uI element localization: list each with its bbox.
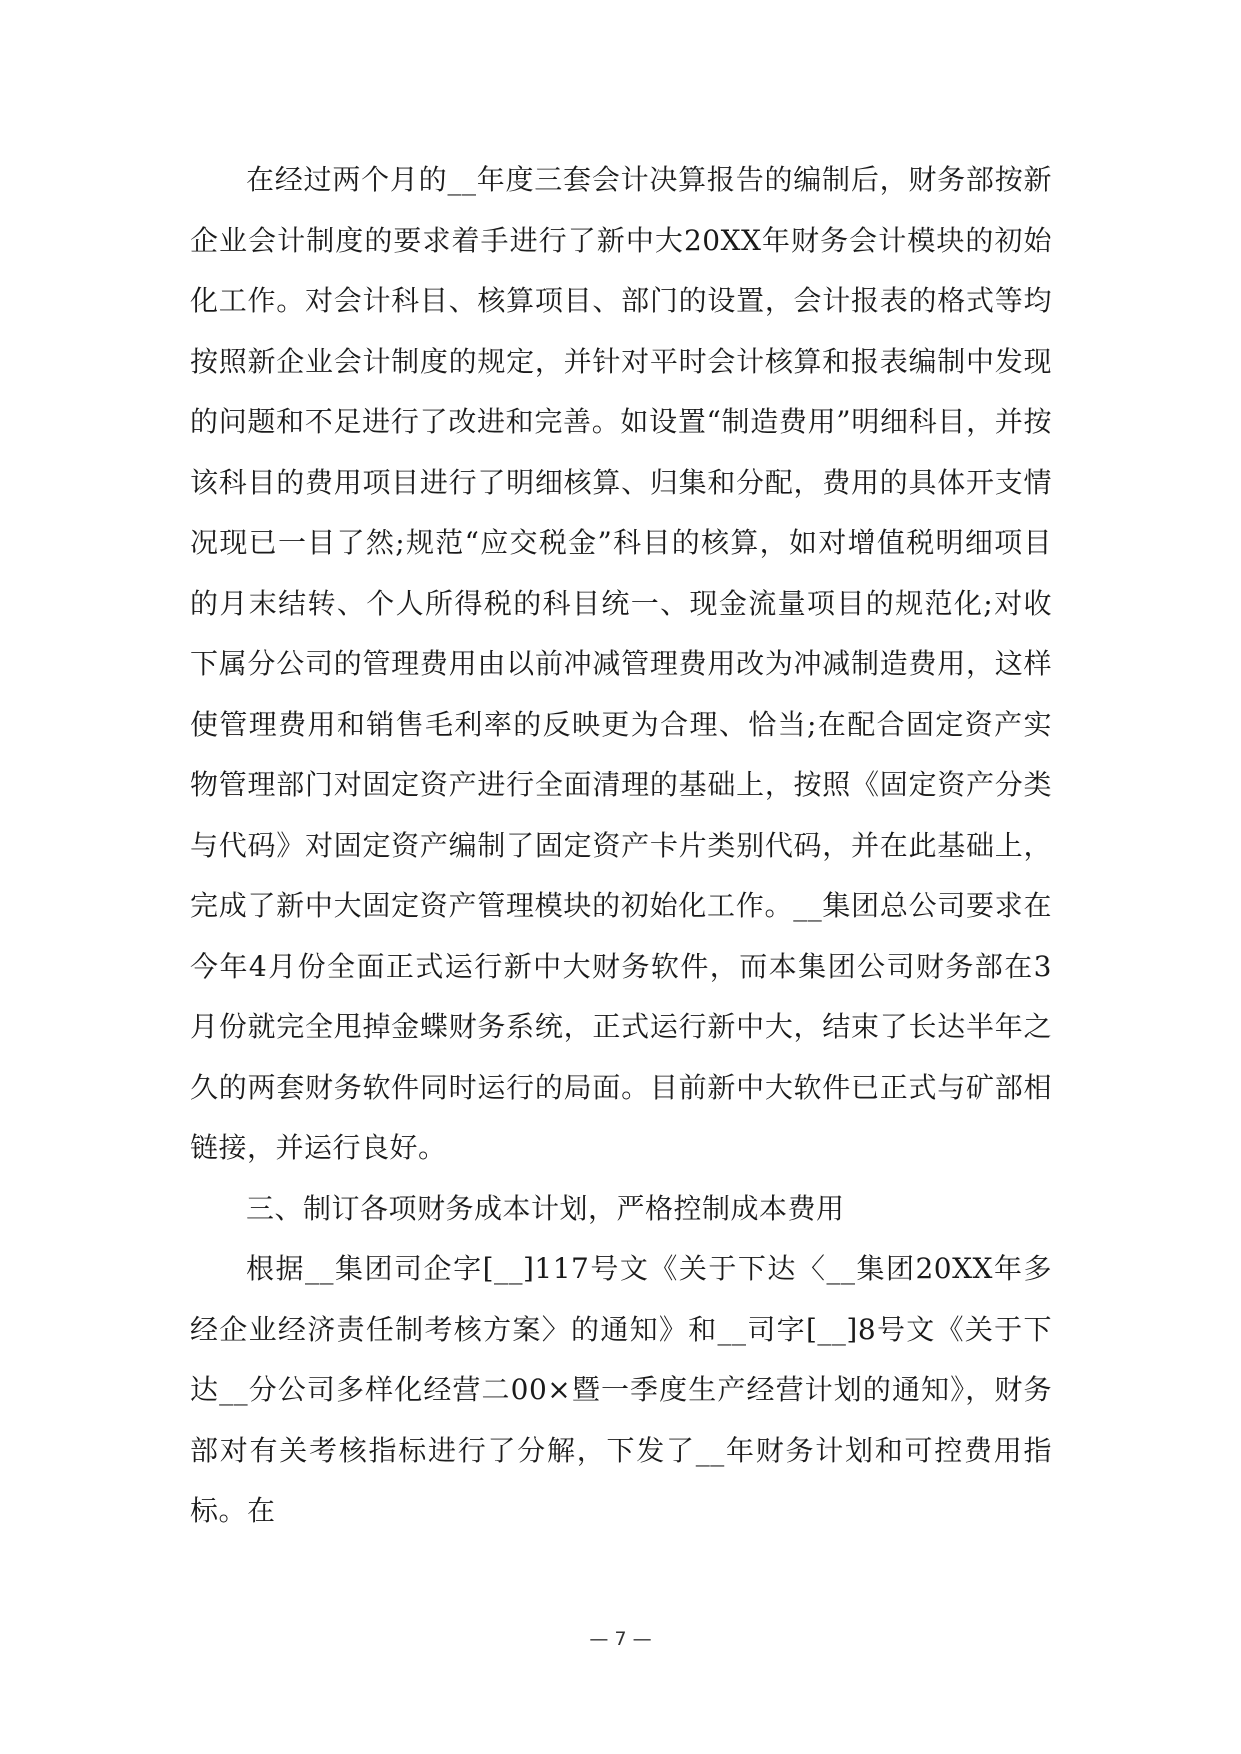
section-heading-cost-plans: 三、制订各项财务成本计划，严格控制成本费用: [246, 1191, 845, 1225]
document-body: [190, 150, 1052, 1542]
page-number: — 7 —: [589, 1628, 652, 1650]
paragraph-cost-plan-basis: 根据__集团司企字[__]117号文《关于下达〈__集团20XX年多经企业经济责任制考核方案〉的通知》和__司字[__]8号文《关于下达__分公司多样化经营二00×暨一季度生产经营计划的通知》，财务部对有关考核指标进行了分解，下发了__年财务计划和可控费用指标。在: [190, 1252, 1052, 1527]
paragraph-accounting-initialization: 在经过两个月的__年度三套会计决算报告的编制后，财务部按新企业会计制度的要求着手进行了新中大20XX年财务会计模块的初始化工作。对会计科目、核算项目、部门的设置，会计报表的格式等均按照新企业会计制度的规定，并针对平时会计核算和报表编制中发现的问题和不足进行了改进和完善。如设置“制造费用”明细科目，并按该科目的费用项目进行了明细核算、归集和分配，费用的具体开支情况现已一目了然;规范“应交税金”科目的核算，如对增值税明细项目的月末结转、个人所得税的科目统一、现金流量项目的规范化;对收下属分公司的管理费用由以前冲减管理费用改为冲减制造费用，这样使管理费用和销售毛利率的反映更为合理、恰当;在配合固定资产实物管理部门对固定资产进行全面清理的基础上，按照《固定资产分类与代码》对固定资产编制了固定资产卡片类别代码，并在此基础上，完成了新中大固定资产管理模块的初始化工作。__集团总公司要求在今年4月份全面正式运行新中大财务软件，而本集团公司财务部在3月份就完全甩掉金蝶财务系统，正式运行新中大，结束了长达半年之久的两套财务软件同时运行的局面。目前新中大软件已正式与矿部相链接，并运行良好。: [190, 163, 1052, 1164]
